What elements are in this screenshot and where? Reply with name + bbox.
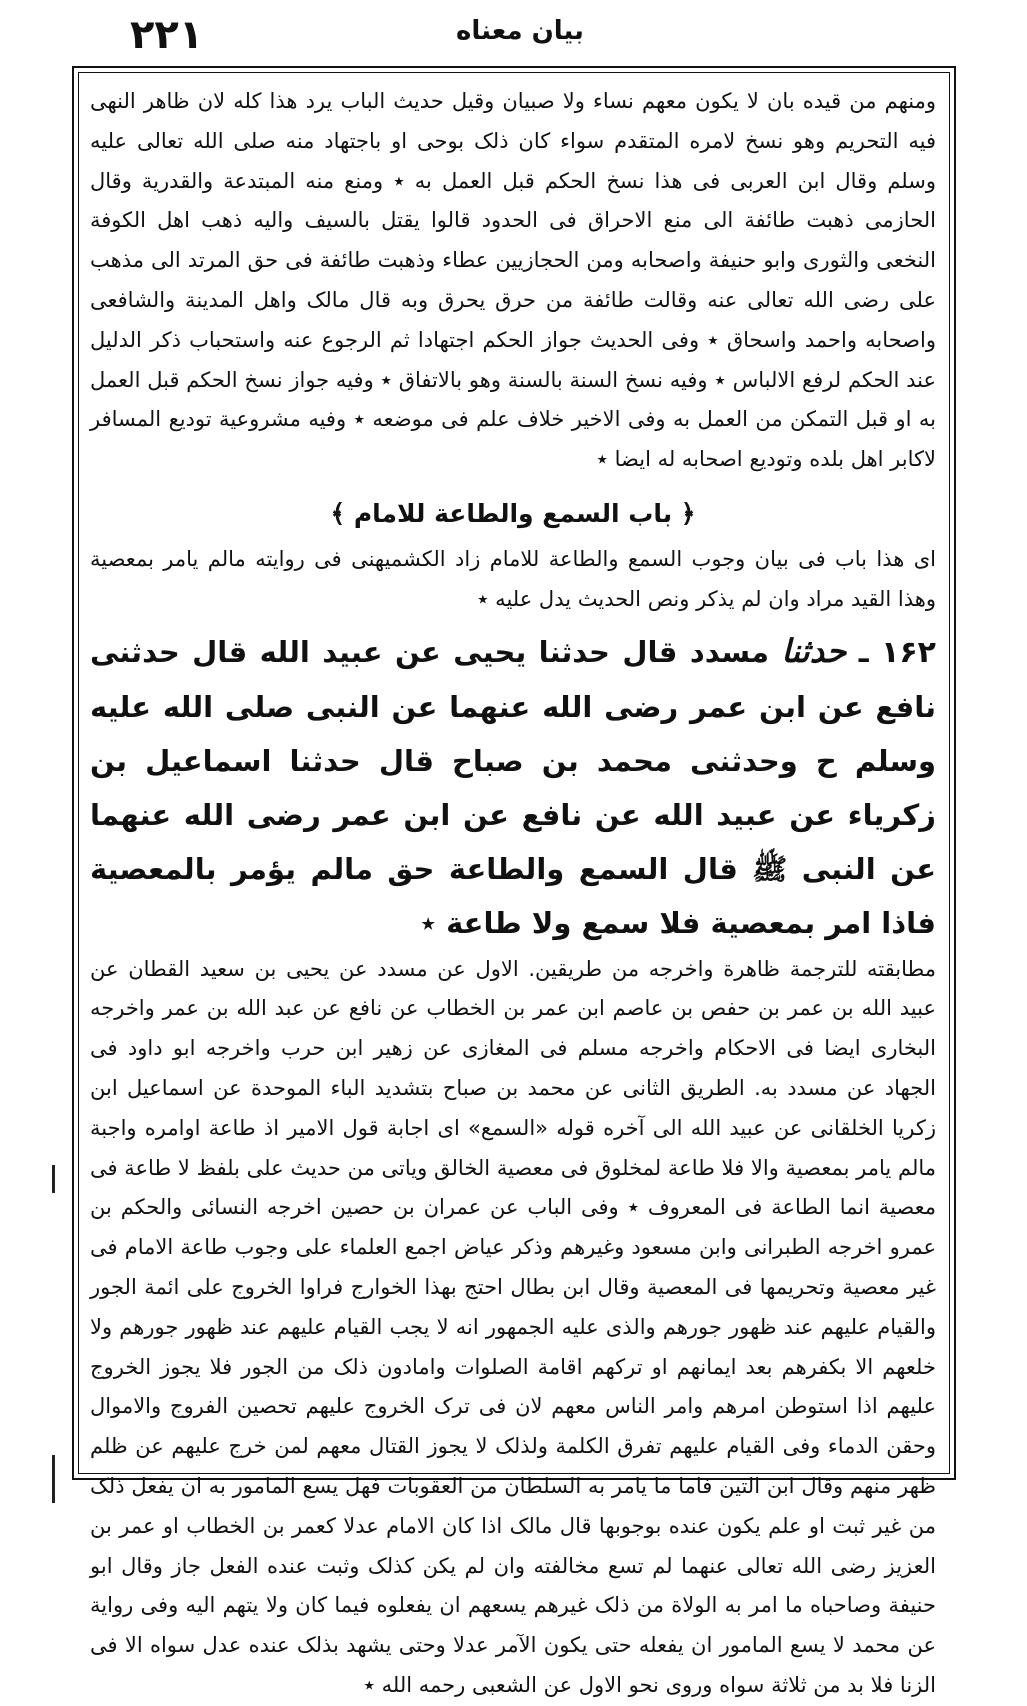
running-title: بیان معناه — [456, 16, 584, 46]
page-header — [60, 12, 980, 60]
hadith-opening: حدثنا — [781, 631, 847, 670]
page-number: ۲۲۱ — [130, 12, 204, 58]
commentary-paragraph: مطابقته للترجمة ظاهرة واخرجه من طریقین. الاول عن مسدد عن یحیی بن سعید القطان عن عبید الله بن عمر بن حفص بن عاصم ابن عمر بن الخطاب عن نافع عن عبد الله بن عمر واخرجه البخاری ایضا فی الاحکام واخرجه مسلم فی المغازی عن زهیر ابن حرب واخرجه ابو داود فی الجهاد عن مسدد به. الطریق الثانی عن محمد بن صباح بتشدید الباء الموحدة عن اسماعیل ابن زکریا الخلقانی عن عبید الله الی آخره قوله «السمع» ای اجابة قول الامیر اذ طاعة اوامره واجبة مالم یامر بمعصیة والا فلا طاعة لمخلوق فی معصیة الخالق ویاتی من حدیث علی بلفظ لا طاعة فی معصیة انما الطاعة فی المعروف ٭ وفی الباب عن عمران بن حصین اخرجه النسائی والحکم بن عمرو اخرجه الطبرانی وابن مسعود وغیرهم وذکر عیاض اجمع العلماء علی وجوب طاعة الامام فی غیر معصیة وتحریمها فی المعصیة وقال ابن بطال احتج بهذا الخوارج فراوا الخروج علی ائمة الجور والقیام علیهم عند ظهور جورهم والذی علیه الجمهور انه لا یجب القیام علیهم عند ظهور جورهم ولا خلعهم الا بکفرهم بعد ایمانهم او ترکهم اقامة الصلوات وامادون ذلک من الجور فلا یجوز الخروج علیهم اذا استوطن امرهم وامر الناس معهم لان فی ترک الخروج علیهم تحصین الفروج والاموال وحقن الدماء وفی القیام علیهم تفرق الکلمة ولذلک لا یجوز القتال معهم لمن خرج علیهم عن ظلم ظهر منهم وقال ابن التین فاما ما یامر به السلطان من العقوبات فهل یسع المامور به ان یفعل ذلک من غیر ثبت او علم یکون عنده بوجوبها قال مالک اذا کان الامام عدلا کعمر بن الخطاب او عمر بن العزیز رضی الله تعالی عنهما لم تسع مخالفته وان لم یکن کذلک وثبت عنده الفعل جاز وقال ابو حنیفة وصاحباه ما امر به الولاة من ذلک غیرهم یسعهم ان یفعلوه فیما کان ولا یتهم الیه وفی روایة عن محمد لا یسع المامور ان یفعله حتی یکون الآمر عدلا وحتی یشهد بذلک عنده عدل سواه الا فی الزنا فلا بد من ثلاثة سواه وروی نحو الاول عن الشعبی رحمه الله ٭ — [90, 956, 936, 1697]
margin-mark — [52, 1455, 55, 1503]
chapter-heading: ﴿ باب السمع والطاعة للامام ﴾ — [330, 498, 696, 528]
hadith-text: ۱۶۲ ـ حدثنا مسدد قال حدثنا یحیی عن عبید الله قال حدثنی نافع عن ابن عمر رضی الله عنهما عن النبی صلی الله علیه وسلم ح وحدثنی محمد بن صباح قال حدثنا اسماعیل بن زکریاء عن عبید الله عن نافع عن ابن عمر رضی الله عنهما عن النبی ﷺ قال السمع والطاعة حق مالم یؤمر بالمعصیة فاذا امر بمعصیة فلا سمع ولا طاعة ٭ — [90, 631, 936, 940]
opening-paragraph: ومنهم من قیده بان لا یکون معهم نساء ولا صبیان وقیل حدیث الباب یرد هذا کله لان ظاهر النهی فیه التحریم وهو نسخ لامره المتقدم سواء کان ذلک بوحی او باجتهاد منه صلی الله تعالی علیه وسلم وقال ابن العربی فی هذا نسخ الحکم قبل العمل به ٭ ومنع منه المبتدعة والقدریة وقال الحازمی ذهبت طائفة الی منع الاحراق فی الحدود قالوا یقتل بالسیف والیه ذهب اهل الکوفة النخعی والثوری وابو حنیفة واصحابه ومن الحجازیین عطاء وذهبت طائفة فی حق المرتد الی مذهب علی رضی الله تعالی عنه وقالت طائفة من حرق یحرق وبه قال مالک واهل المدینة والشافعی واصحابه واحمد واسحاق ٭ وفی الحدیث جواز الحکم اجتهادا ثم الرجوع عنه واستحباب ذکر الدلیل عند الحکم لرفع الالباس ٭ وفیه نسخ السنة بالسنة وهو بالاتفاق ٭ وفیه جواز نسخ الحکم قبل العمل به او قبل التمکن من العمل به وفی الاخیر خلاف علم فی موضعه ٭ وفیه مشروعیة تودیع المسافر لاکابر اهل بلده وتودیع اصحابه له ایضا ٭ — [90, 89, 936, 472]
page-body — [90, 82, 936, 1706]
chapter-explanation: ای هذا باب فی بیان وجوب السمع والطاعة للامام زاد الکشمیهنی فی روایته مالم یامر بمعصیة وهذا القید مراد وان لم یذکر ونص الحدیث یدل علیه ٭ — [90, 546, 936, 611]
hadith-number: ۱۶۲ — [881, 634, 936, 670]
hadith-body: مسدد قال حدثنا یحیی عن عبید الله قال حدثنی نافع عن ابن عمر رضی الله عنهما عن النبی صلی الله علیه وسلم ح وحدثنی محمد بن صباح قال حدثنا اسماعیل بن زکریاء عن عبید الله عن نافع عن ابن عمر رضی الله عنهما عن النبی ﷺ قال السمع والطاعة حق مالم یؤمر بالمعصیة فاذا امر بمعصیة فلا سمع ولا طاعة ٭ — [90, 634, 936, 940]
margin-mark — [52, 1165, 55, 1193]
